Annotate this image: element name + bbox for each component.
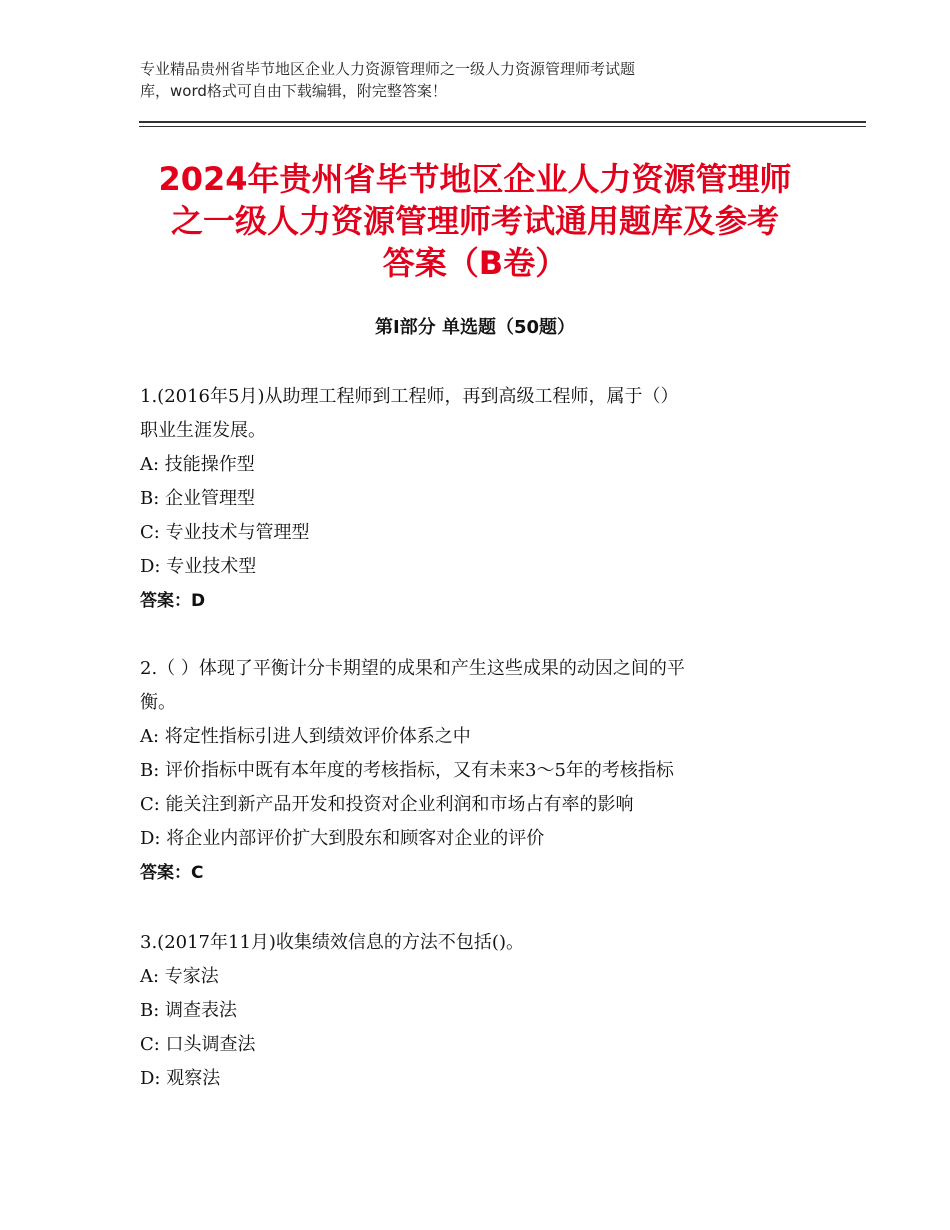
header-note-line: 库，word格式可自由下载编辑，附完整答案！ bbox=[140, 82, 447, 100]
option-d: D: 专业技术型 bbox=[140, 556, 257, 577]
title-line: 答案（B卷） bbox=[382, 244, 568, 282]
section-heading: 第Ⅰ部分 单选题（50题） bbox=[374, 317, 575, 338]
option-c: C: 能关注到新产品开发和投资对企业利润和市场占有率的影响 bbox=[140, 794, 634, 815]
question-stem: 职业生涯发展。 bbox=[140, 420, 266, 441]
answer: 答案：D bbox=[140, 591, 206, 611]
document-title bbox=[120, 158, 830, 284]
question-stem: 衡。 bbox=[140, 692, 176, 713]
question-1 bbox=[140, 380, 820, 618]
option-a: A: 将定性指标引进人到绩效评价体系之中 bbox=[140, 726, 471, 747]
question-2 bbox=[140, 652, 820, 890]
option-c: C: 口头调查法 bbox=[140, 1034, 256, 1055]
question-stem: 1.(2016年5月)从助理工程师到工程师，再到高级工程师，属于（） bbox=[140, 386, 679, 407]
option-b: B: 调查表法 bbox=[140, 1000, 238, 1021]
title-line: 之一级人力资源管理师考试通用题库及参考 bbox=[170, 202, 779, 240]
question-stem: 3.(2017年11月)收集绩效信息的方法不包括()。 bbox=[140, 932, 524, 953]
option-a: A: 技能操作型 bbox=[140, 454, 255, 475]
option-b: B: 评价指标中既有本年度的考核指标，又有未来3～5年的考核指标 bbox=[140, 760, 674, 781]
answer: 答案：C bbox=[140, 863, 204, 883]
option-c: C: 专业技术与管理型 bbox=[140, 522, 310, 543]
header-note bbox=[140, 58, 780, 102]
option-d: D: 观察法 bbox=[140, 1068, 221, 1089]
option-b: B: 企业管理型 bbox=[140, 488, 256, 509]
question-stem: 2.（ ）体现了平衡计分卡期望的成果和产生这些成果的动因之间的平 bbox=[140, 658, 685, 679]
option-d: D: 将企业内部评价扩大到股东和顾客对企业的评价 bbox=[140, 828, 545, 849]
header-rule-thin bbox=[139, 126, 866, 127]
header-note-line: 专业精品贵州省毕节地区企业人力资源管理师之一级人力资源管理师考试题 bbox=[140, 60, 636, 78]
option-a: A: 专家法 bbox=[140, 966, 219, 987]
header-rule-thick bbox=[139, 121, 866, 123]
question-3 bbox=[140, 926, 820, 1096]
title-line: 2024年贵州省毕节地区企业人力资源管理师 bbox=[158, 160, 792, 198]
